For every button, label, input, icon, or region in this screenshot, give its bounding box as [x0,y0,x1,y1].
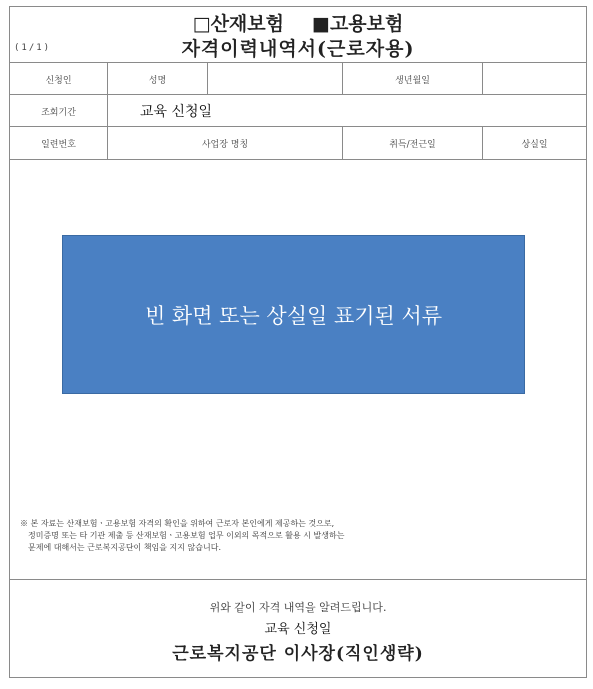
notice-line: ※ 본 자료는 산재보험ㆍ고용보험 자격의 확인을 위하여 근로자 본인에게 제공하는 것으로, [20,519,335,528]
period-row [10,94,586,127]
document-title: 자격이력내역서(근로자용) [181,38,415,60]
document-header [10,7,586,62]
birth-date-label: 생년월일 [342,63,482,95]
period-value: 교육 신청일 [107,95,586,127]
document-form [9,6,587,678]
loss-date-header: 상실일 [482,127,586,159]
footer-divider [10,579,586,580]
industrial-accident-insurance-checkbox: □산재보험 [192,13,284,35]
name-label: 성명 [107,63,207,95]
insurance-type-line [10,9,586,36]
footer-statement: 위와 같이 자격 내역을 알려드립니다. [209,601,387,614]
employment-insurance-checkbox: ■고용보험 [312,13,404,35]
workplace-name-header: 사업장 명칭 [107,127,342,159]
footer-date: 교육 신청일 [264,622,332,637]
issuer-name: 근로복지공단 이사장(직인생략) [172,644,424,664]
notice-line: 정미증명 또는 타 기관 제출 등 산재보험ㆍ고용보험 업무 이외의 목적으로 활용 시 발생하는 [28,531,345,540]
acquire-date-header: 취득/전근일 [342,127,482,159]
notice-line: 문제에 대해서는 근로복지공단이 책임을 지지 않습니다. [28,543,221,552]
name-value [207,63,342,95]
table-header-row [10,126,586,160]
birth-date-value [482,63,586,95]
placeholder-box: 빈 화면 또는 상실일 표기된 서류 [62,235,525,394]
period-label: 조회기간 [41,107,76,118]
serial-number-header: 일련번호 [41,139,76,150]
applicant-row [10,62,586,95]
notice-text [20,518,580,554]
page-number: (1/1) [14,43,52,53]
applicant-label: 신청인 [45,75,72,86]
